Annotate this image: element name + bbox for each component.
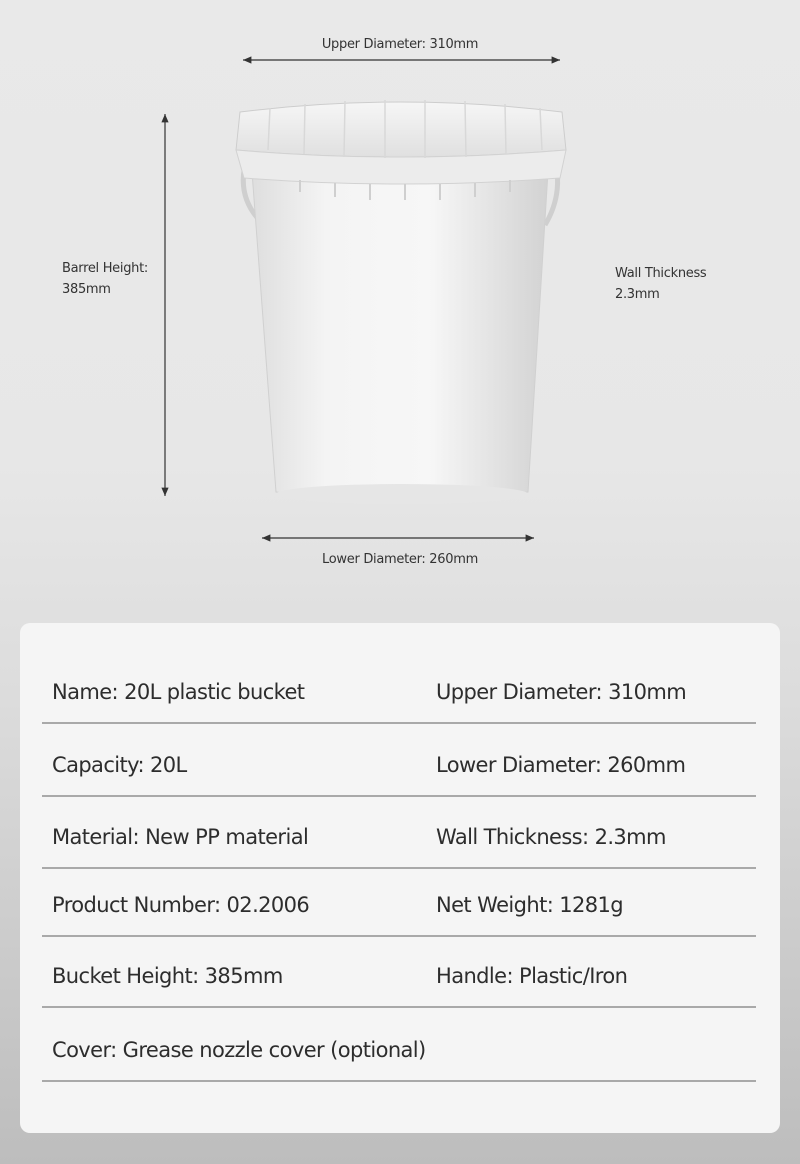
spec-name: Name: 20L plastic bucket — [52, 680, 305, 704]
spec-row — [42, 795, 756, 869]
spec-row — [42, 650, 756, 724]
wall-thickness-label — [615, 263, 706, 305]
spec-wall-thickness: Wall Thickness: 2.3mm — [436, 825, 666, 849]
spec-row — [42, 934, 756, 1008]
spec-table — [20, 623, 780, 1133]
spec-material: Material: New PP material — [52, 825, 309, 849]
spec-bucket-height: Bucket Height: 385mm — [52, 964, 283, 988]
bucket-lid — [236, 102, 566, 157]
upper-diameter-label: Upper Diameter: 310mm — [321, 37, 479, 52]
spec-lower-diameter: Lower Diameter: 260mm — [436, 753, 686, 777]
wall-thickness-label-line1: Wall Thickness — [615, 266, 707, 281]
bucket-body — [252, 172, 548, 502]
barrel-height-label — [62, 258, 148, 300]
spec-upper-diameter: Upper Diameter: 310mm — [436, 680, 687, 704]
spec-capacity: Capacity: 20L — [52, 753, 187, 777]
spec-product-number: Product Number: 02.2006 — [52, 893, 310, 917]
lower-diameter-label: Lower Diameter: 260mm — [322, 552, 478, 567]
spec-row — [42, 723, 756, 797]
spec-row — [42, 1008, 756, 1082]
spec-handle: Handle: Plastic/Iron — [436, 964, 628, 988]
spec-net-weight: Net Weight: 1281g — [436, 893, 624, 917]
barrel-height-label-line2: 385mm — [62, 282, 111, 297]
wall-thickness-label-line2: 2.3mm — [615, 287, 660, 302]
spec-cover: Cover: Grease nozzle cover (optional) — [52, 1038, 426, 1062]
spec-row — [42, 863, 756, 937]
barrel-height-label-line1: Barrel Height: — [62, 261, 148, 276]
